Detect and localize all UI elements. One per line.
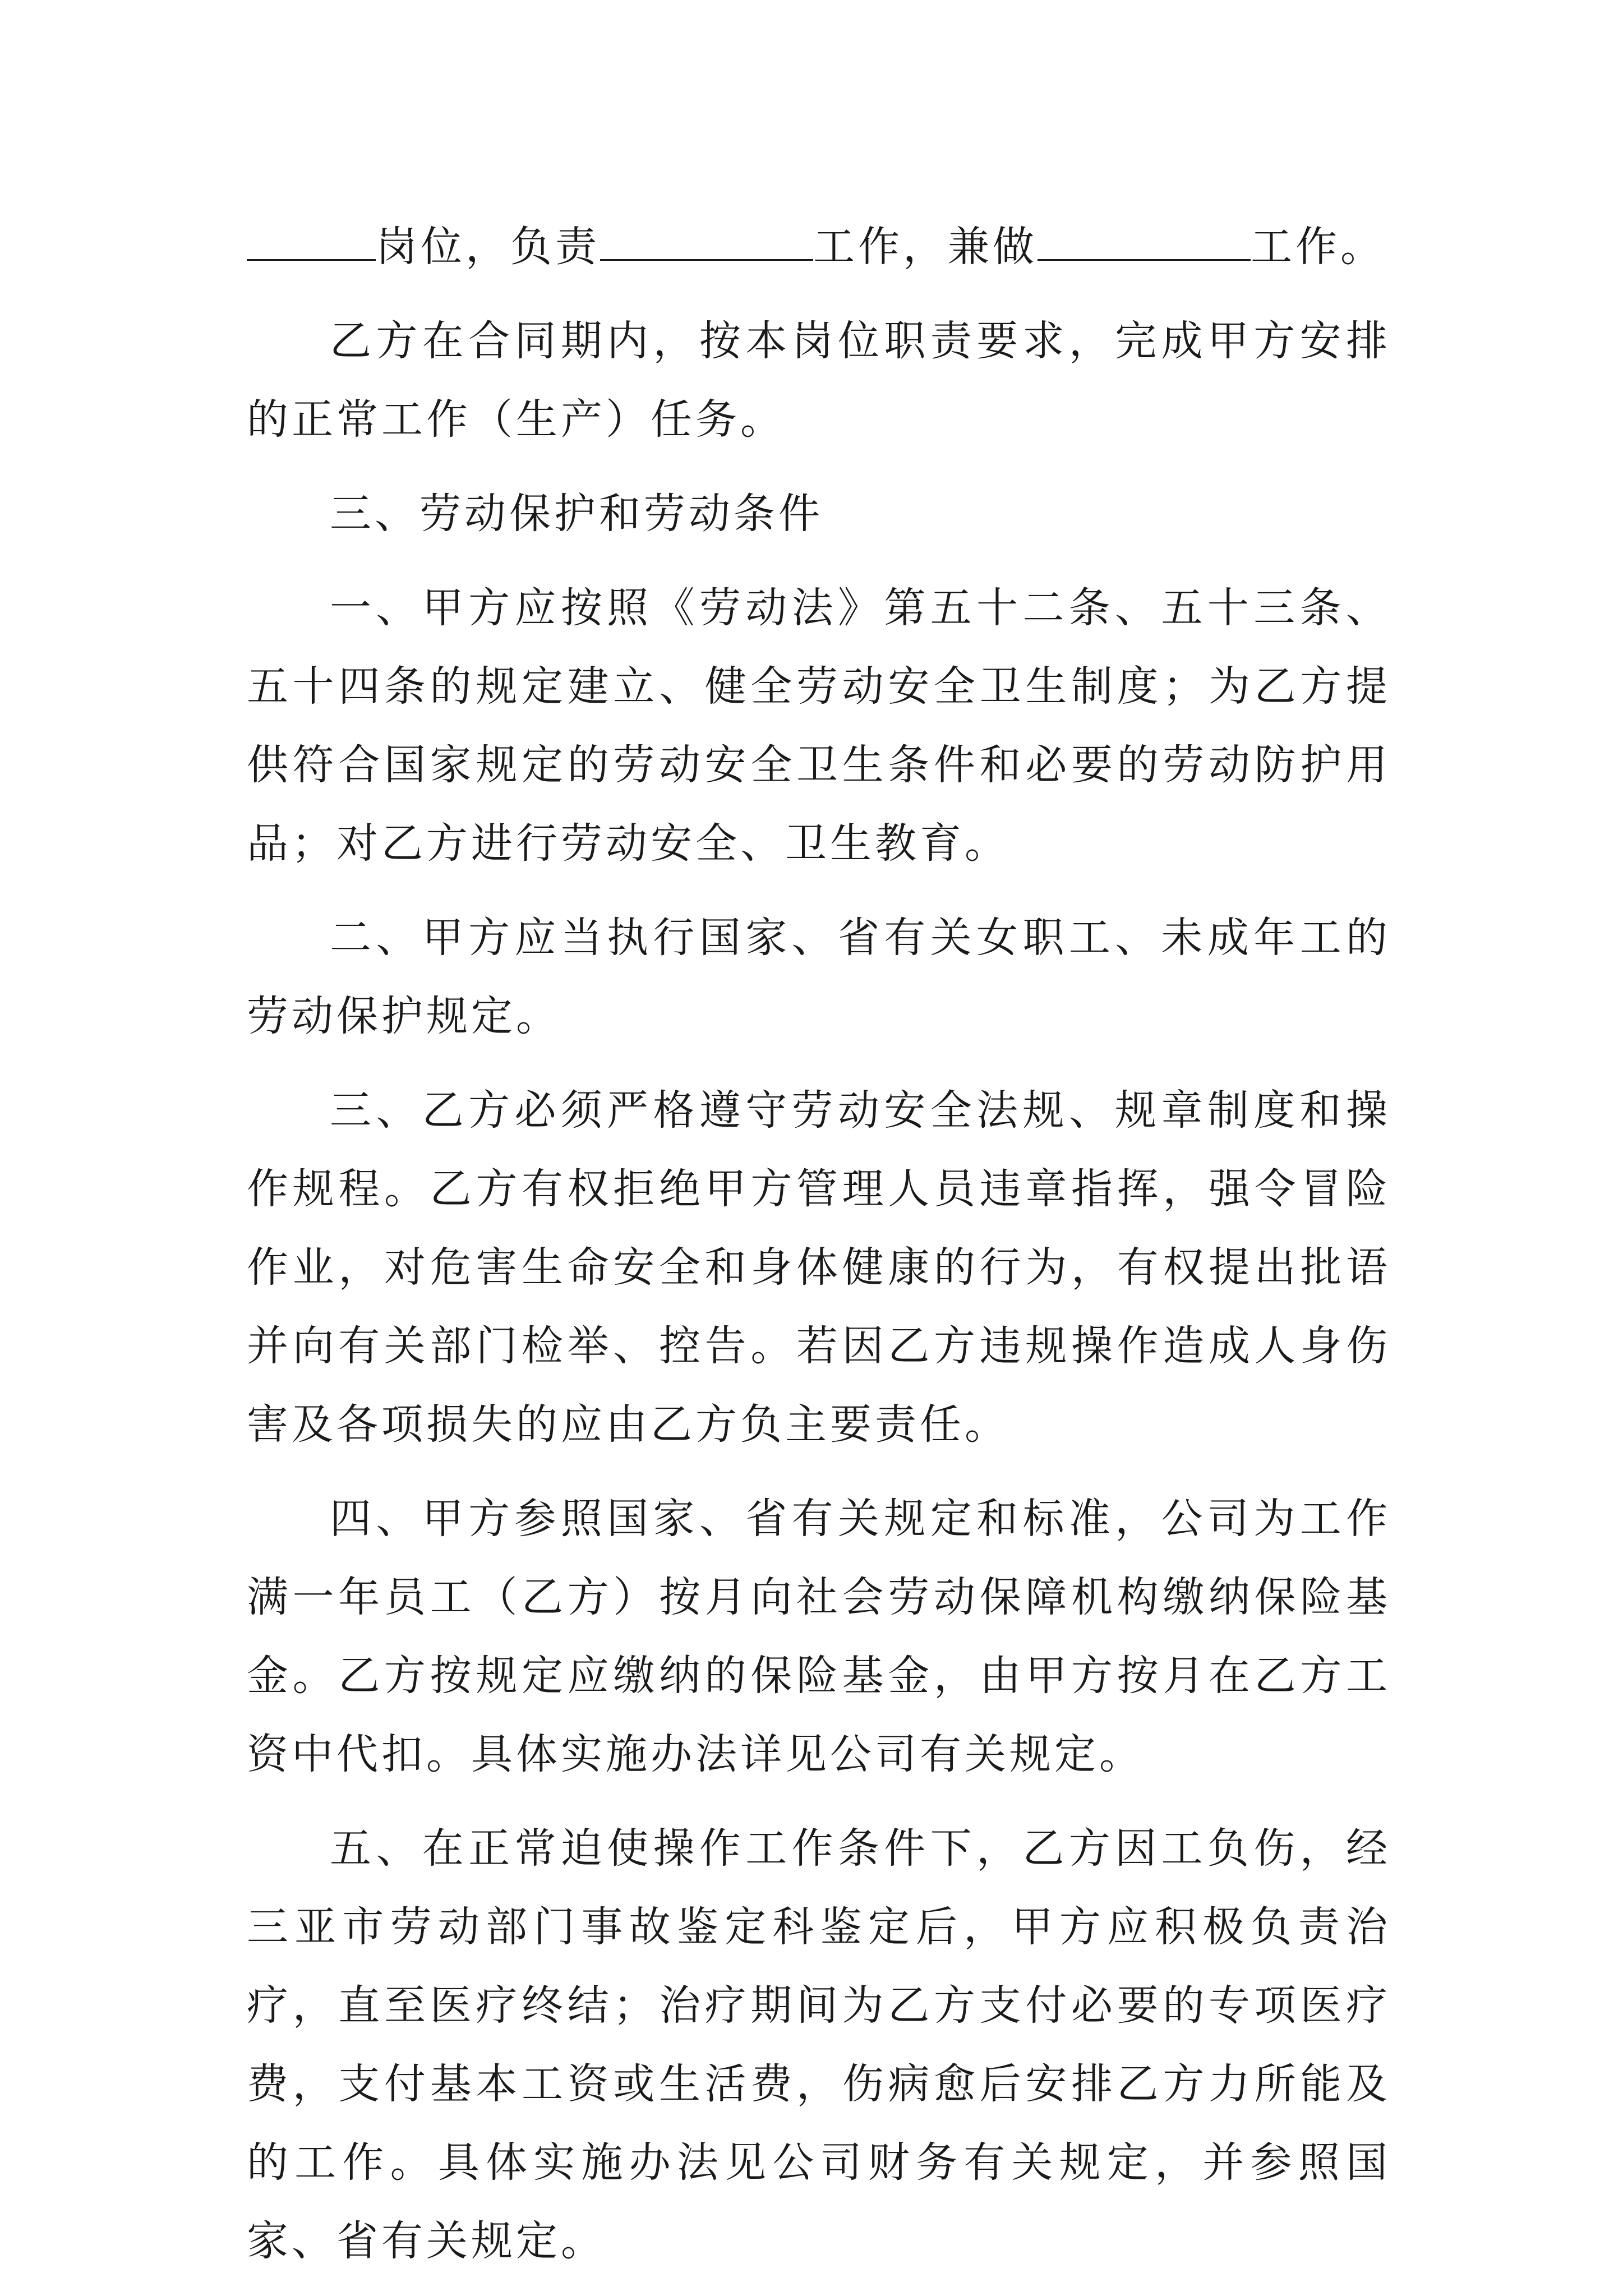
position-text: 岗位，负责 [376, 223, 600, 271]
document-page [247, 208, 1391, 2296]
responsibility-blank[interactable] [600, 219, 813, 261]
clause-4: 四、甲方参照国家、省有关规定和标准，公司为工作满一年员工（乙方）按月向社会劳动保障机构缴纳保险基金。乙方按规定应缴纳的保险基金，由甲方按月在乙方工资中代扣。具体实施办法详见公司有关规定。 [247, 1495, 1391, 1778]
clause-5: 五、在正常迫使操作工作条件下，乙方因工负伤，经三亚市劳动部门事故鉴定科鉴定后，甲方应积极负责治疗，直至医疗终结；治疗期间为乙方支付必要的专项医疗费，支付基本工资或生活费，伤病愈后安排乙方力所能及的工作。具体实施办法见公司财务有关规定，并参照国家、省有关规定。 [247, 1824, 1391, 2265]
clause-2: 二、甲方应当执行国家、省有关女职工、未成年工的劳动保护规定。 [247, 914, 1391, 1040]
paragraph-duties: 乙方在合同期内，按本岗位职责要求，完成甲方安排的正常工作（生产）任务。 [247, 317, 1391, 444]
clause-3: 三、乙方必须严格遵守劳动安全法规、规章制度和操作规程。乙方有权拒绝甲方管理人员违章指挥，强令冒险作业，对危害生命安全和身体健康的行为，有权提出批语并向有关部门检举、控告。若因乙方违规操作造成人身伤害及各项损失的应由乙方负主要责任。 [247, 1086, 1391, 1449]
section-heading-labor-protection: 三、劳动保护和劳动条件 [330, 490, 823, 538]
concurrent-duty-blank[interactable] [1038, 219, 1251, 261]
clause-1: 一、甲方应按照《劳动法》第五十二条、五十三条、五十四条的规定建立、健全劳动安全卫生制度；为乙方提供符合国家规定的劳动安全卫生条件和必要的劳动防护用品；对乙方进行劳动安全、卫生教育。 [247, 584, 1391, 868]
position-line [247, 208, 1391, 286]
position-blank[interactable] [247, 219, 376, 261]
responsibility-text: 工作，兼做 [813, 223, 1038, 271]
concurrent-duty-text: 工作。 [1251, 223, 1385, 271]
